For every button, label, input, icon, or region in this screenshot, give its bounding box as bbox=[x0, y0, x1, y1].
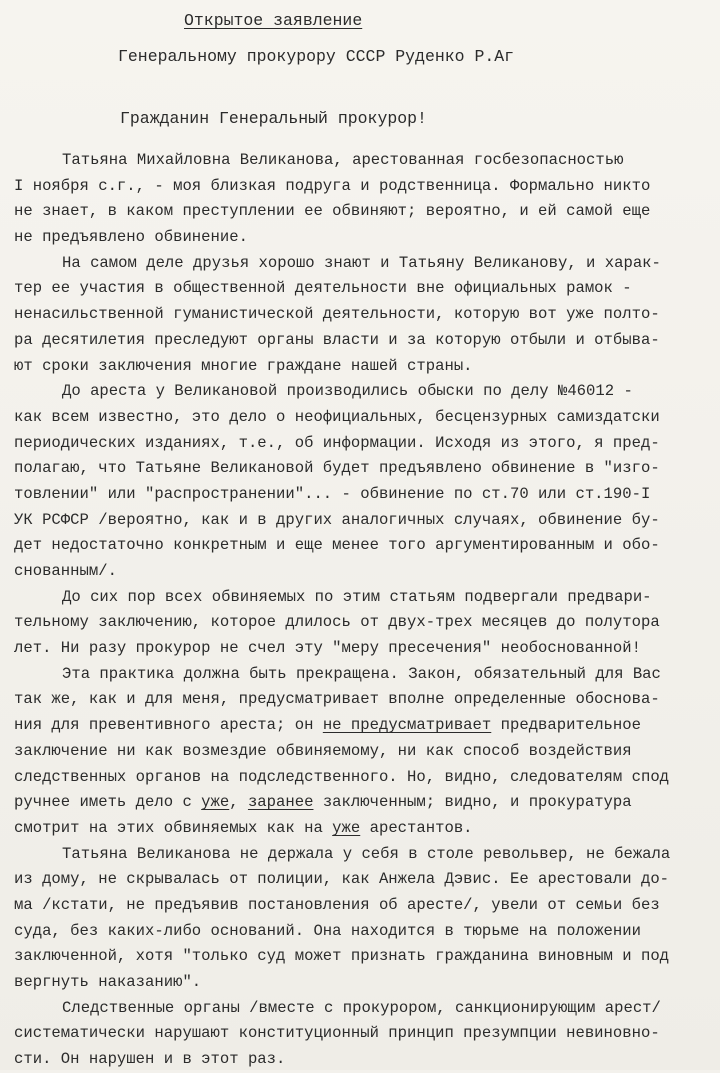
text-line: заключение ни как возмездие обвиняемому, ни как способ воздействия bbox=[14, 741, 632, 760]
text-line: снованным/. bbox=[14, 562, 117, 580]
text-line: так же, как и для меня, предусматривает вполне определенные обоснова- bbox=[14, 690, 660, 709]
text-line bbox=[14, 713, 706, 739]
underlined-word: заранее bbox=[247, 793, 314, 812]
document-body bbox=[14, 148, 706, 1073]
paragraph-5 bbox=[14, 662, 706, 842]
underlined-word: уже bbox=[332, 818, 361, 837]
text-line: ра десятилетия преследуют органы власти и за которую отбыли и отбыва- bbox=[14, 330, 660, 349]
underlined-phrase: не предусматривает bbox=[322, 716, 492, 735]
text-line: На самом деле друзья хорошо знают и Татьяну Великанову, и харак- bbox=[62, 253, 661, 272]
text-line: Татьяна Великанова не держала у себя в столе револьвер, не бежала bbox=[62, 844, 671, 863]
document-title: Открытое заявление bbox=[184, 11, 363, 30]
text-line: До ареста у Великановой производились обыски по делу №46012 - bbox=[62, 382, 633, 401]
paragraph-7 bbox=[14, 996, 706, 1073]
addressee-line: Генеральному прокурору СССР Руденко Р.Аг bbox=[118, 47, 515, 66]
text-segment: , bbox=[229, 793, 248, 812]
paragraph-3 bbox=[14, 379, 706, 585]
text-line: Татьяна Михайловна Великанова, арестованная госбезопасностью bbox=[62, 151, 624, 169]
text-segment: арестантов. bbox=[360, 818, 473, 837]
text-line: систематически нарушают конституционный принцип презумпции невиновно- bbox=[14, 1024, 660, 1043]
text-line: заключенной, хотя "только суд может признать гражданина виновным и под bbox=[14, 947, 670, 966]
text-line: ют сроки заключения многие граждане нашей страны. bbox=[14, 356, 473, 375]
paragraph-6 bbox=[14, 842, 706, 996]
paragraph-1 bbox=[14, 148, 706, 251]
text-line: дет недостаточно конкретным и еще менее того аргументированным и обо- bbox=[14, 536, 660, 555]
text-line: не предъявлено обвинение. bbox=[14, 228, 248, 247]
text-line: как всем известно, это дело о неофициальных, бесцензурных самиздатски bbox=[14, 407, 660, 426]
text-line: периодических изданиях, т.е., об информации. Исходя из этого, я пред- bbox=[14, 433, 660, 452]
text-segment: ручнее иметь дело с bbox=[14, 793, 202, 812]
text-line: из дому, не скрывалась от полиции, как Анжела Дэвис. Ее арестовали до- bbox=[14, 870, 670, 889]
text-line: сти. Он нарушен и в этот раз. bbox=[14, 1050, 286, 1069]
text-line: суда, без каких-либо оснований. Она находится в тюрьме на положении bbox=[14, 921, 641, 940]
text-line: УК РСФСР /вероятно, как и в других аналогичных случаях, обвинение бу- bbox=[14, 510, 660, 529]
text-line: ма /кстати, не предъявив постановления об аресте/, увели от семьи без bbox=[14, 895, 660, 914]
text-line: вергнуть наказанию". bbox=[14, 973, 202, 991]
text-line: лет. Ни разу прокурор не счел эту "меру пресечения" необоснованной! bbox=[14, 639, 641, 658]
text-line: товлении" или "распространении"... - обвинение по ст.70 или ст.190-I bbox=[14, 484, 651, 503]
text-line: До сих пор всех обвиняемых по этим статьям подвергали предвари- bbox=[62, 587, 652, 606]
text-line: полагаю, что Татьяне Великановой будет предъявлено обвинение в "изго- bbox=[14, 459, 660, 478]
text-line: следственных органов на подследственного. Но, видно, следователям спод bbox=[14, 767, 670, 786]
text-line: не знает, в каком преступлении ее обвиняют; вероятно, и ей самой еще bbox=[14, 202, 651, 221]
text-line bbox=[14, 790, 706, 816]
salutation: Гражданин Генеральный прокурор! bbox=[120, 109, 427, 128]
text-segment: ния для превентивного ареста; он bbox=[14, 716, 323, 735]
text-line: Эта практика должна быть прекращена. Закон, обязательный для Вас bbox=[62, 664, 661, 683]
text-segment: предварительное bbox=[491, 716, 641, 735]
text-line: тельному заключению, которое длилось от двух-трех месяцев до полутора bbox=[14, 613, 660, 632]
text-line: ненасильственной гуманистической деятельности, которую вот уже полто- bbox=[14, 305, 660, 324]
text-line: I ноября с.г., - моя близкая подруга и родственница. Формально никто bbox=[14, 176, 651, 195]
paragraph-2 bbox=[14, 251, 706, 379]
text-line: Следственные органы /вместе с прокурором, санкционирующим арест/ bbox=[62, 998, 661, 1017]
text-segment: смотрит на этих обвиняемых как на bbox=[14, 818, 333, 837]
text-segment: заключенным; видно, и прокуратура bbox=[313, 793, 632, 812]
text-line: тер ее участия в общественной деятельности вне официальных рамок - bbox=[14, 279, 632, 298]
paragraph-4 bbox=[14, 585, 706, 662]
text-line bbox=[14, 816, 706, 842]
underlined-word: уже bbox=[201, 793, 230, 812]
